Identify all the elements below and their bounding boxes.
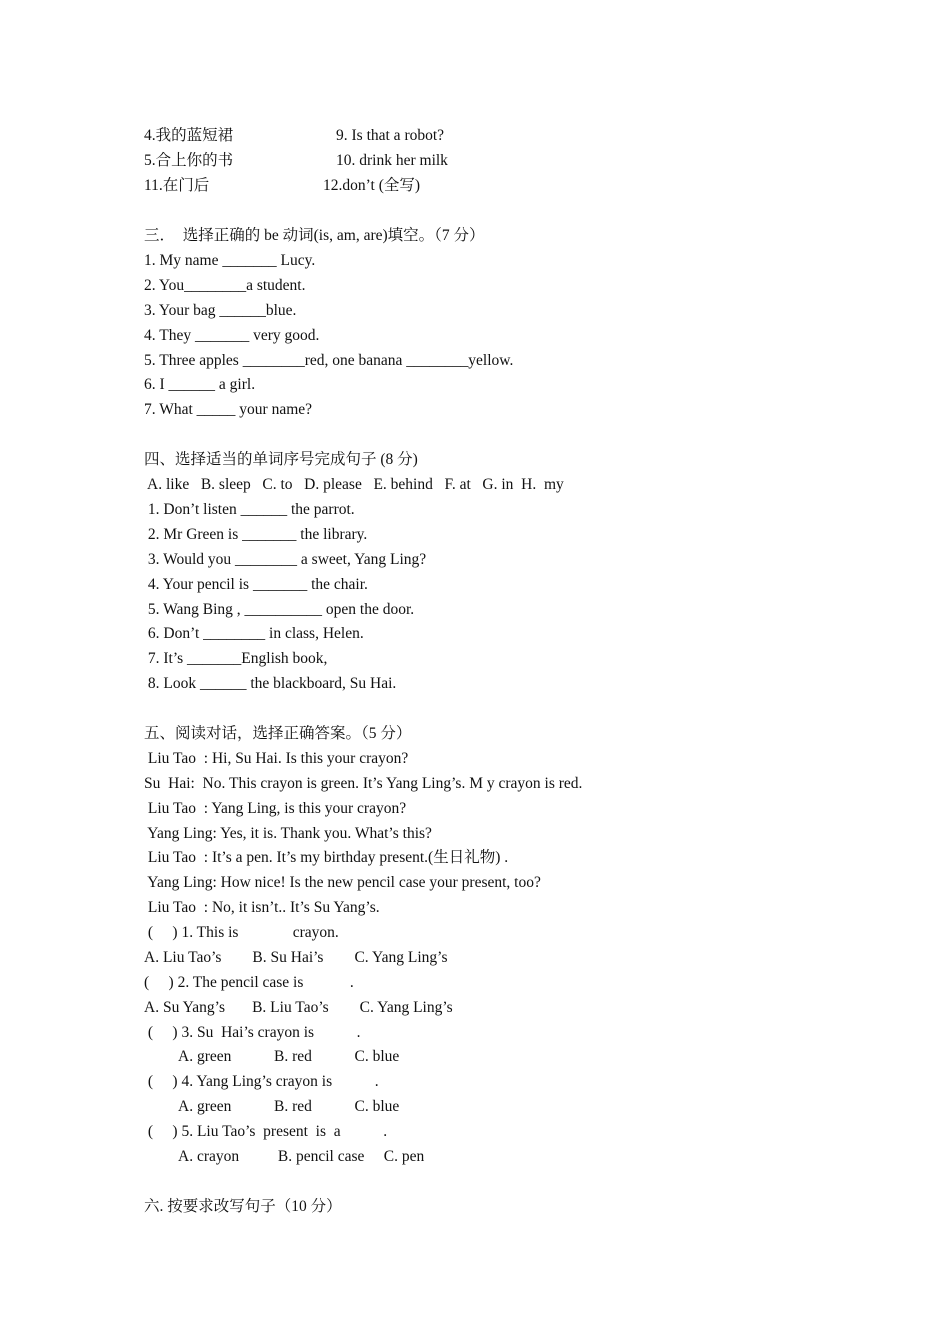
question-2-stem: ( ) 2. The pencil case is . [144,974,354,991]
be-verb-item-4: 4. They _______ very good. [144,327,320,344]
be-verb-item-3: 3. Your bag ______blue. [144,302,297,319]
dialogue-line: Yang Ling: Yes, it is. Thank you. What’s this? [144,825,432,842]
sentence-item-4: 4. Your pencil is _______ the chair. [144,576,368,593]
be-verb-item-1: 1. My name _______ Lucy. [144,252,316,269]
section-6-title: 六. 按要求改写句子（10 分） [144,1198,342,1215]
sentence-item-8: 8. Look ______ the blackboard, Su Hai. [144,675,397,692]
word-options: A. like B. sleep C. to D. please E. behind F. at G. in H. my [144,476,564,493]
be-verb-item-5: 5. Three apples ________red, one banana ________yellow. [144,352,514,369]
question-1-stem: ( ) 1. This is crayon. [144,924,339,941]
question-3-stem: ( ) 3. Su Hai’s crayon is . [144,1024,361,1041]
be-verb-item-2: 2. You________a student. [144,277,306,294]
vocab-item-10: 10. drink her milk [336,152,448,169]
question-3-options: A. green B. red C. blue [144,1048,400,1065]
vocab-item-12: 12.don’t (全写) [323,177,421,194]
question-5-stem: ( ) 5. Liu Tao’s present is a . [144,1123,388,1140]
sentence-item-6: 6. Don’t ________ in class, Helen. [144,625,364,642]
dialogue-line: Yang Ling: How nice! Is the new pencil case your present, too? [144,874,541,891]
sentence-item-1: 1. Don’t listen ______ the parrot. [144,501,355,518]
dialogue-line: Liu Tao : Yang Ling, is this your crayon? [144,800,407,817]
sentence-item-5: 5. Wang Bing , __________ open the door. [144,601,415,618]
be-verb-item-7: 7. What _____ your name? [144,401,313,418]
sentence-item-3: 3. Would you ________ a sweet, Yang Ling? [144,551,427,568]
question-2-options: A. Su Yang’s B. Liu Tao’s C. Yang Ling’s [144,999,453,1016]
question-4-options: A. green B. red C. blue [144,1098,400,1115]
question-4-stem: ( ) 4. Yang Ling’s crayon is . [144,1073,379,1090]
sentence-item-7: 7. It’s _______English book, [144,650,328,667]
vocab-item-5: 5.合上你的书 [144,152,234,169]
question-5-options: A. crayon B. pencil case C. pen [144,1148,425,1165]
be-verb-item-6: 6. I ______ a girl. [144,376,256,393]
section-4-title: 四、选择适当的单词序号完成句子 (8 分) [144,451,418,468]
question-1-options: A. Liu Tao’s B. Su Hai’s C. Yang Ling’s [144,949,448,966]
section-5-title: 五、阅读对话，选择正确答案。（5 分） [144,725,412,742]
dialogue-line: Liu Tao : It’s a pen. It’s my birthday present.(生日礼物) . [144,849,509,866]
sentence-item-2: 2. Mr Green is _______ the library. [144,526,368,543]
vocab-item-9: 9. Is that a robot? [336,127,445,144]
vocab-item-4: 4.我的蓝短裙 [144,127,234,144]
dialogue-line: Liu Tao : No, it isn’t.. It’s Su Yang’s. [144,899,380,916]
section-3-title: 三． 选择正确的 be 动词(is, am, are)填空。（7 分） [144,227,485,244]
dialogue-line: Su Hai: No. This crayon is green. It’s Yang Ling’s. M y crayon is red. [144,775,583,792]
dialogue-line: Liu Tao : Hi, Su Hai. Is this your crayon? [144,750,409,767]
vocab-item-11: 11.在门后 [144,177,210,194]
